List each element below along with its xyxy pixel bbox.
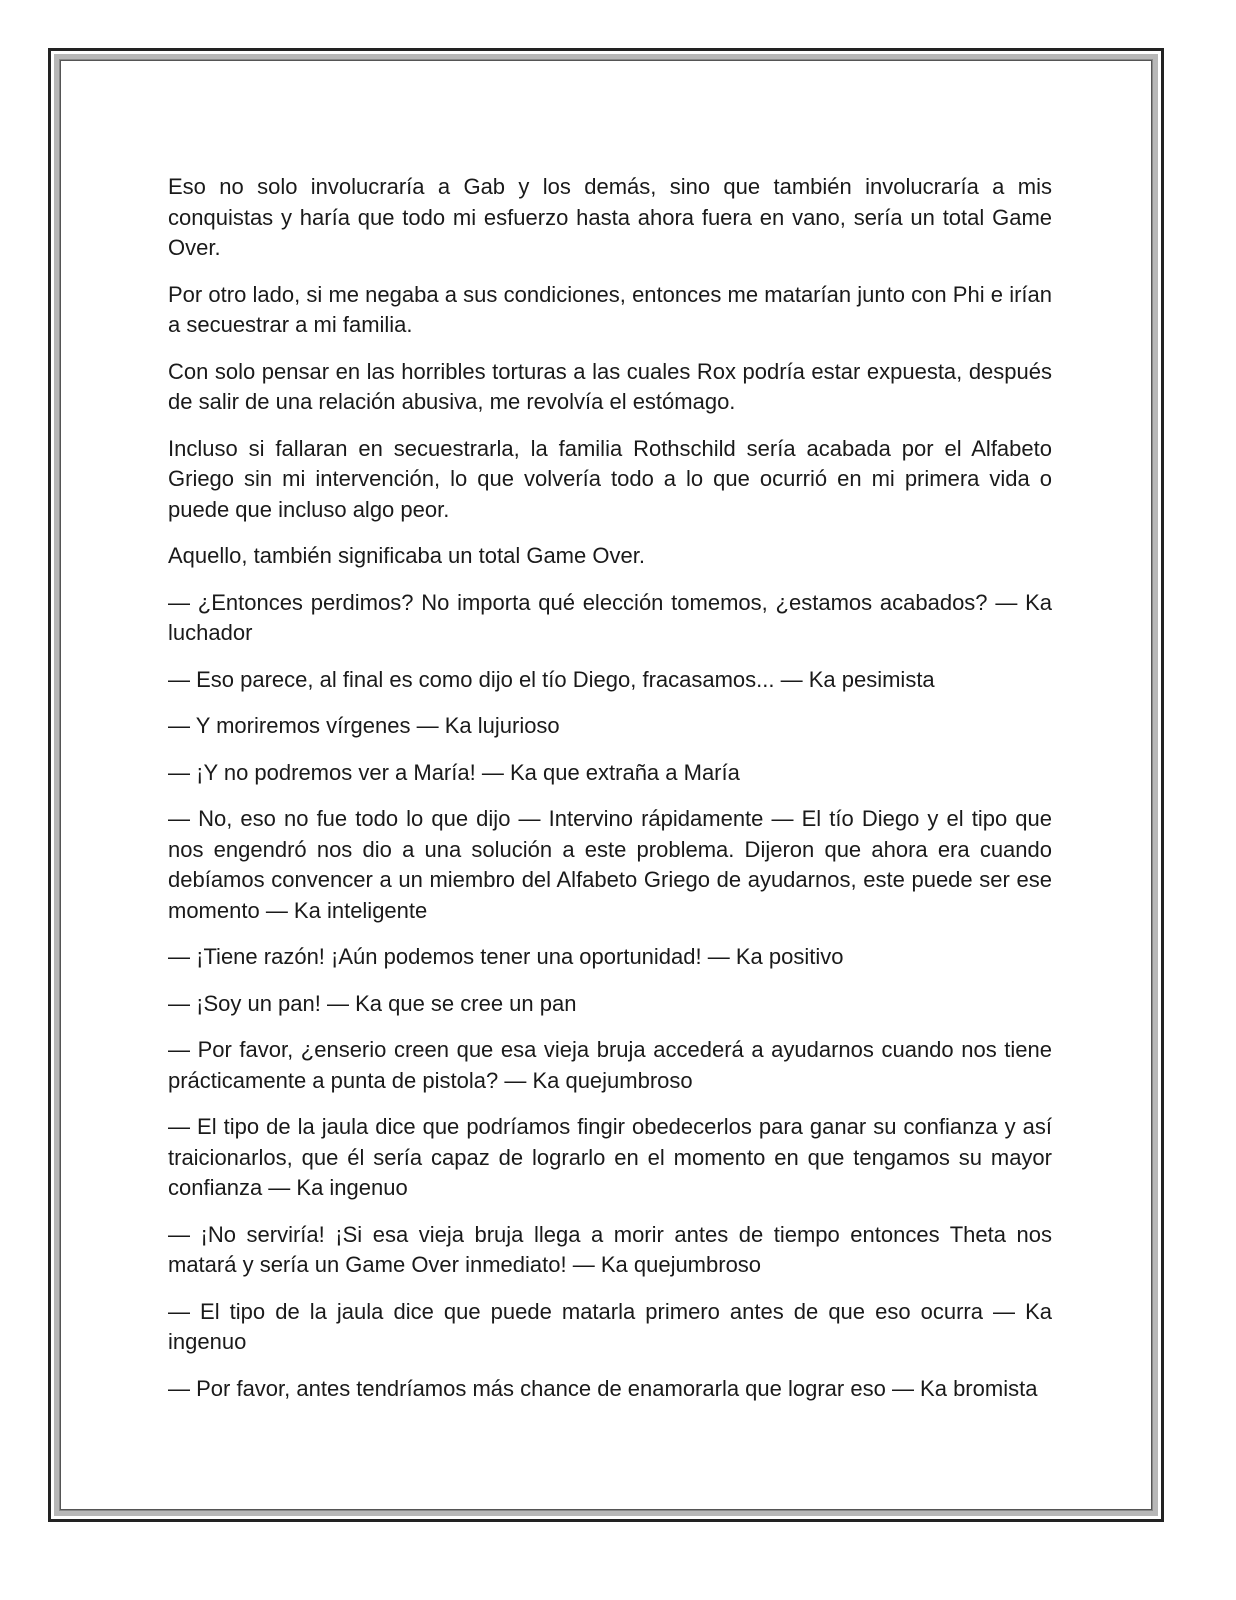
dialogue-line: — Por favor, ¿enserio creen que esa vieja bruja accederá a ayudarnos cuando nos tiene prácticamente a punta de pistola? — Ka quejumbroso <box>168 1037 1052 1093</box>
paragraph: Aquello, también significaba un total Game Over. <box>168 543 645 568</box>
paragraph: Por otro lado, si me negaba a sus condiciones, entonces me matarían junto con Phi e irían a secuestrar a mi familia. <box>168 281 1052 337</box>
dialogue-line: — ¡No serviría! ¡Si esa vieja bruja llega a morir antes de tiempo entonces Theta nos matará y sería un Game Over inmediato! — Ka quejumbroso <box>168 1221 1052 1277</box>
dialogue-line: — El tipo de la jaula dice que puede matarla primero antes de que eso ocurra — Ka ingenuo <box>168 1298 1052 1354</box>
dialogue-line: — ¡Tiene razón! ¡Aún podemos tener una oportunidad! — Ka positivo <box>168 944 844 969</box>
page-body <box>168 172 1052 1420</box>
paragraph: Incluso si fallaran en secuestrarla, la familia Rothschild sería acabada por el Alfabeto Griego sin mi intervención, lo que volvería todo a lo que ocurrió en mi primera vida o puede que incluso algo peor. <box>168 435 1052 522</box>
paragraph: Con solo pensar en las horribles torturas a las cuales Rox podría estar expuesta, después de salir de una relación abusiva, me revolvía el estómago. <box>168 358 1052 414</box>
paragraph: Eso no solo involucraría a Gab y los demás, sino que también involucraría a mis conquistas y haría que todo mi esfuerzo hasta ahora fuera en vano, sería un total Game Over. <box>168 174 1052 260</box>
dialogue-line: — ¡Y no podremos ver a María! — Ka que extraña a María <box>168 759 740 785</box>
dialogue-line: — Y moriremos vírgenes — Ka lujurioso <box>168 713 560 738</box>
dialogue-line: — ¿Entonces perdimos? No importa qué elección tomemos, ¿estamos acabados? — Ka luchador <box>168 589 1052 645</box>
dialogue-line: — ¡Soy un pan! — Ka que se cree un pan <box>168 990 577 1016</box>
dialogue-line: — No, eso no fue todo lo que dijo — Intervino rápidamente — El tío Diego y el tipo que nos engendró nos dio a una solución a este problema. Dijeron que ahora era cuando debíamos convencer a un miembro del Alfabeto Griego de ayudarnos, este puede ser ese momento — Ka inteligente <box>168 806 1052 923</box>
dialogue-line: — Por favor, antes tendríamos más chance de enamorarla que lograr eso — Ka bromista <box>168 1375 1038 1401</box>
dialogue-line: — El tipo de la jaula dice que podríamos fingir obedecerlos para ganar su confianza y así traicionarlos, que él sería capaz de lograrlo en el momento en que tengamos su mayor confianza — Ka ingenuo <box>168 1114 1052 1200</box>
dialogue-line: — Eso parece, al final es como dijo el tío Diego, fracasamos... — Ka pesimista <box>168 666 935 692</box>
